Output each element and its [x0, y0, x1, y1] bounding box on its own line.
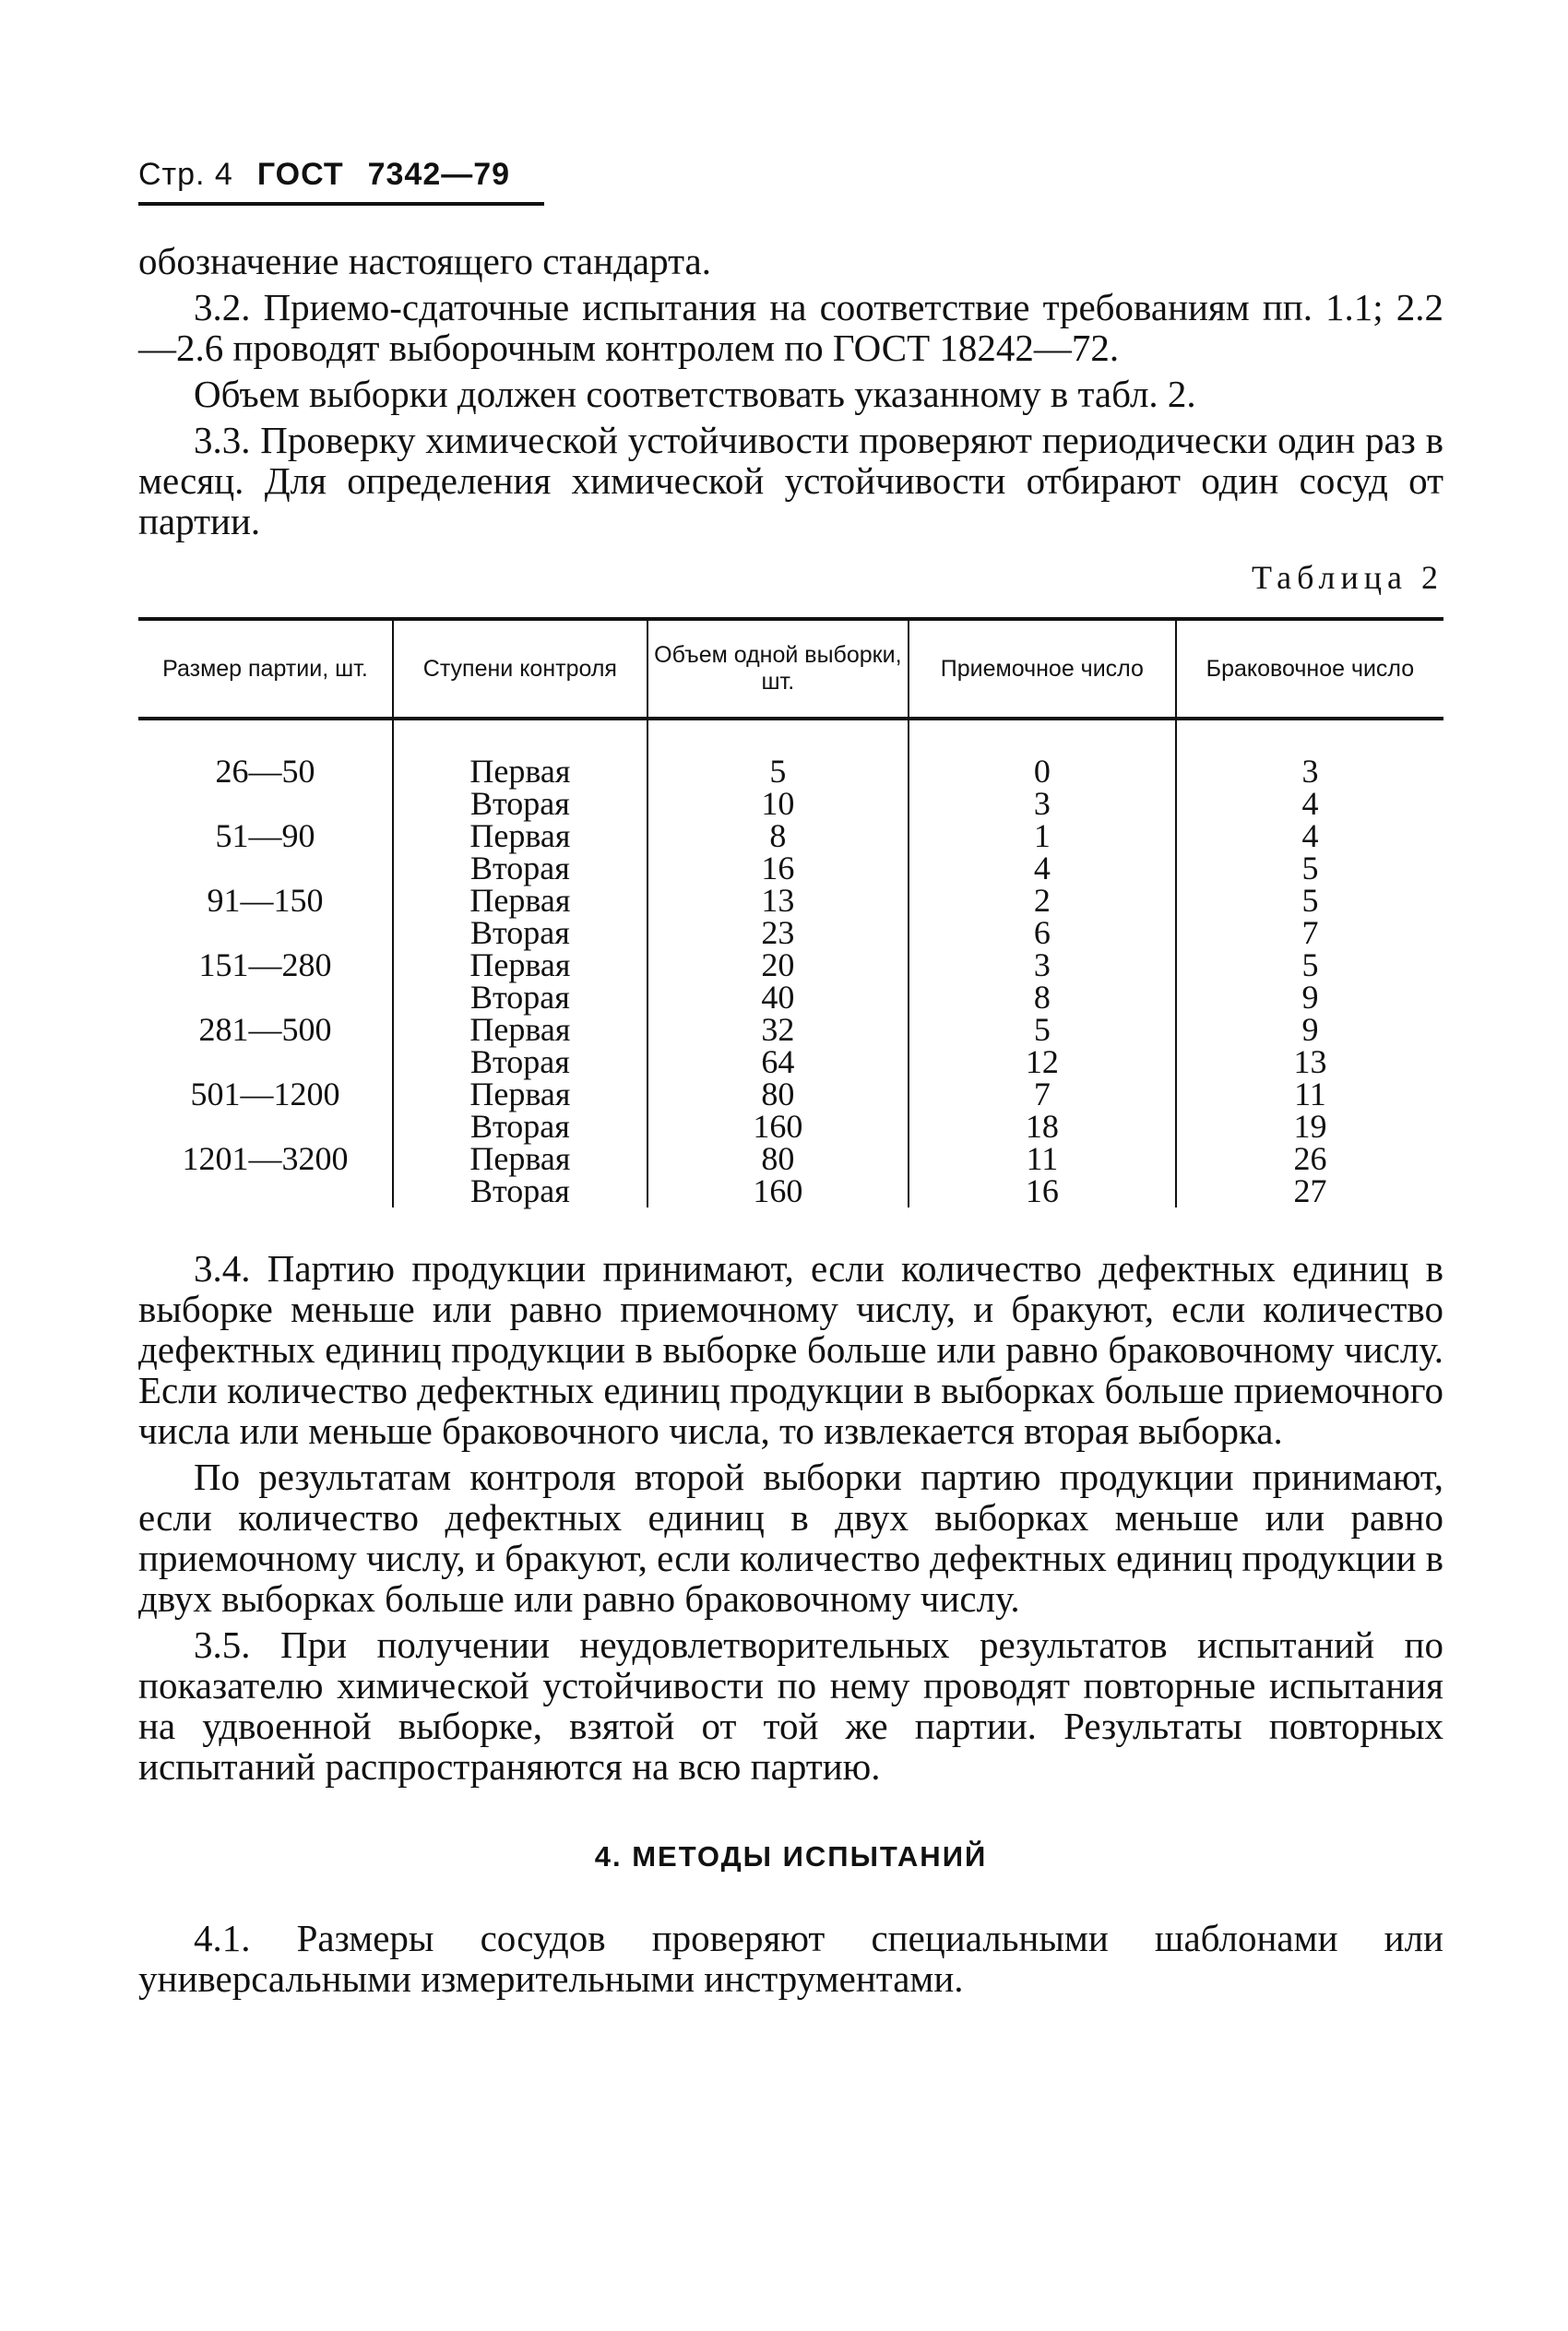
stage-cell: Вторая [469, 979, 570, 1016]
sample-size-cell: 13 [761, 882, 795, 919]
header-control-stage: Ступени контроля [393, 619, 647, 719]
sample-size-cell: 10 [761, 785, 795, 822]
sample-size-cell: 80 [761, 1140, 795, 1177]
rejection-cell: 9 [1301, 1011, 1319, 1048]
table-body-row [138, 719, 1443, 1207]
acceptance-cell: 18 [1025, 1108, 1059, 1145]
paragraph-4-1: 4.1. Размеры сосудов проверяют специальными шаблонами или универсальными измерительными инструментами. [138, 1917, 1443, 2000]
sample-size-cell: 16 [761, 850, 795, 886]
rejection-cell: 3 [1301, 753, 1319, 790]
body-text-bottom [138, 1248, 1443, 1787]
acceptance-cell: 7 [1033, 1076, 1051, 1112]
rejection-cell: 5 [1301, 946, 1319, 983]
lot-size-column [138, 719, 393, 1207]
sample-size-cell: 20 [761, 946, 795, 983]
rejection-column [1176, 719, 1443, 1207]
paragraph-3-3: 3.3. Проверку химической устойчивости проверяют периодически один раз в месяц. Для определения химической устойчивости отбирают один сосуд от партии. [138, 419, 1443, 542]
sample-size-cell: 160 [753, 1108, 803, 1145]
rejection-cell: 5 [1301, 850, 1319, 886]
acceptance-cell: 4 [1033, 850, 1051, 886]
paragraph-3-2: 3.2. Приемо-сдаточные испытания на соответствие требованиям пп. 1.1; 2.2—2.6 проводят выборочным контролем по ГОСТ 18242—72. [138, 286, 1443, 369]
stage-cell: Первая [469, 882, 571, 919]
header-sample-size: Объем одной выборки, шт. [647, 619, 909, 719]
sample-size-cell: 40 [761, 979, 795, 1016]
table-header-row [138, 619, 1443, 719]
standard-label: ГОСТ [256, 157, 344, 192]
acceptance-cell: 1 [1033, 817, 1051, 854]
stage-cell: Первая [469, 1140, 571, 1177]
rejection-cell: 26 [1293, 1140, 1327, 1177]
standard-number: 7342—79 [367, 157, 511, 192]
body-text-top [138, 241, 1443, 541]
lot-size-cell: 151—280 [198, 946, 332, 983]
lot-size-cell: 1201—3200 [182, 1140, 349, 1177]
stage-cell: Вторая [469, 914, 570, 951]
rejection-cell: 13 [1293, 1043, 1327, 1080]
lot-size-cell: 91—150 [207, 882, 324, 919]
document-page [138, 157, 1443, 2004]
stage-cell: Первая [469, 946, 571, 983]
rejection-cell: 19 [1293, 1108, 1327, 1145]
lot-size-cell: 501—1200 [190, 1076, 340, 1112]
page-number: Стр. 4 [138, 157, 233, 192]
lot-size-cell: 26—50 [215, 753, 315, 790]
acceptance-cell: 3 [1033, 785, 1051, 822]
sample-size-cell: 5 [769, 753, 787, 790]
sample-size-cell: 8 [769, 817, 787, 854]
stage-cell: Первая [469, 817, 571, 854]
section-title: 4. МЕТОДЫ ИСПЫТАНИЙ [594, 1840, 988, 1873]
sample-size-cell: 32 [761, 1011, 795, 1048]
lot-size-cell: 51—90 [215, 817, 315, 854]
lot-size-cell: 281—500 [198, 1011, 332, 1048]
sampling-table [138, 617, 1443, 1207]
sample-size-column [647, 719, 909, 1207]
stage-cell: Вторая [469, 1043, 570, 1080]
acceptance-cell: 3 [1033, 946, 1051, 983]
paragraph-sample-size: Объем выборки должен соответствовать указанному в табл. 2. [194, 373, 1196, 415]
rejection-cell: 27 [1293, 1172, 1327, 1209]
rejection-cell: 4 [1301, 817, 1319, 854]
rejection-cell: 5 [1301, 882, 1319, 919]
section-body [138, 1918, 1443, 1999]
acceptance-cell: 11 [1026, 1140, 1059, 1177]
sample-size-cell: 23 [761, 914, 795, 951]
rejection-cell: 11 [1294, 1076, 1326, 1112]
rejection-cell: 4 [1301, 785, 1319, 822]
stage-cell: Первая [469, 1011, 571, 1048]
stage-cell: Вторая [469, 1172, 570, 1209]
rejection-cell: 9 [1301, 979, 1319, 1016]
paragraph-3-4: 3.4. Партию продукции принимают, если количество дефектных единиц в выборке меньше или равно приемочному числу, и бракуют, если количество дефектных единиц продукции в выборке больше или равно браковочному числу. Если количество дефектных единиц продукции в выборках больше приемочного числа или меньше браковочного числа, то извлекается вторая выборка. [138, 1247, 1443, 1452]
stage-cell: Первая [469, 753, 571, 790]
header-acceptance-number: Приемочное число [909, 619, 1176, 719]
stage-column [393, 719, 647, 1207]
acceptance-cell: 0 [1033, 753, 1051, 790]
stage-cell: Вторая [469, 850, 570, 886]
acceptance-cell: 16 [1025, 1172, 1059, 1209]
stage-cell: Вторая [469, 1108, 570, 1145]
sample-size-cell: 80 [761, 1076, 795, 1112]
paragraph-3-5: 3.5. При получении неудовлетворительных результатов испытаний по показателю химической устойчивости по нему проводят повторные испытания на удвоенной выборке, взятой от той же партии. Результаты повторных испытаний распространяются на всю партию. [138, 1623, 1443, 1788]
rejection-cell: 7 [1301, 914, 1319, 951]
acceptance-cell: 12 [1025, 1043, 1059, 1080]
acceptance-cell: 5 [1033, 1011, 1051, 1048]
paragraph-second-sample: По результатам контроля второй выборки партию продукции принимают, если количество дефектных единиц в двух выборках меньше или равно приемочному числу, и бракуют, если количество дефектных единиц продукции в двух выборках больше или равно браковочному числу. [138, 1456, 1443, 1620]
header-lot-size: Размер партии, шт. [138, 619, 393, 719]
stage-cell: Вторая [469, 785, 570, 822]
acceptance-column [909, 719, 1176, 1207]
paragraph-continuation: обозначение настоящего стандарта. [138, 240, 711, 282]
stage-cell: Первая [469, 1076, 571, 1112]
acceptance-cell: 8 [1033, 979, 1051, 1016]
sample-size-cell: 64 [761, 1043, 795, 1080]
acceptance-cell: 6 [1033, 914, 1051, 951]
header-rejection-number: Браковочное число [1176, 619, 1443, 719]
acceptance-cell: 2 [1033, 882, 1051, 919]
page-header [138, 157, 544, 206]
table-caption: Таблица 2 [1252, 559, 1443, 596]
sample-size-cell: 160 [753, 1172, 803, 1209]
